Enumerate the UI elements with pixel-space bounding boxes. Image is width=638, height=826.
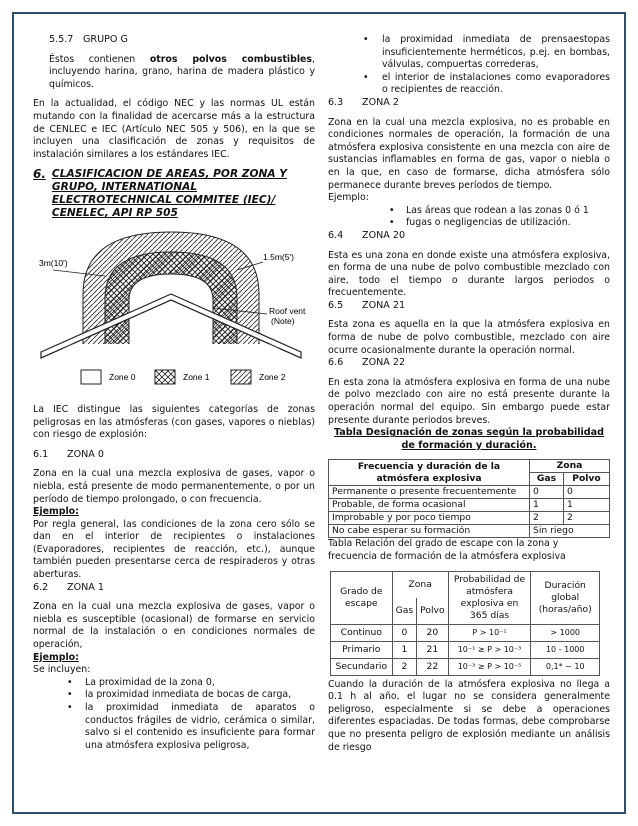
section-number: 6.3: [328, 96, 344, 108]
body-text: , incluyendo harina, grano, harina de madera plástico y químicos.: [49, 53, 315, 90]
cell-sin-riego: Sin riego: [530, 525, 610, 538]
section-title: ZONA 20: [362, 229, 406, 241]
section-63-heading: [328, 97, 610, 110]
cell-polvo: 0: [563, 486, 609, 499]
cell-freq: Probable, de forma ocasional: [329, 499, 530, 512]
cell-gas: 1: [530, 499, 564, 512]
cell-duracion: > 1000: [531, 624, 600, 641]
cell-polvo: 2: [563, 512, 609, 525]
section-title: ZONA 2: [362, 96, 400, 108]
section-65-heading: [328, 300, 610, 313]
section-number: 6.6: [328, 357, 344, 369]
legend-zone2-label: Zone 2: [259, 372, 286, 383]
bold-text: otros polvos combustibles: [149, 53, 312, 65]
legend-zone1-swatch: [155, 370, 175, 384]
list-item: • la proximidad inmediata de aparatos o conductos frágiles de vidrio, cerámica o similar, salvo si el contenido es insuficiente para formar una atmósfera explosiva peligrosa,: [33, 702, 315, 752]
paragraph-final: Cuando la duración de la atmósfera explosiva no llega a 0.1 h al año, el lugar no se considera generalmente peligroso, especialmente si se debe a operaciones diferentes espaciadas. De todas formas, debe comprobarse que no presenta peligro de explosión mediante un análisis de riesgo: [328, 678, 610, 753]
section-6-heading: [33, 168, 315, 220]
legend-zone2-swatch: [231, 370, 251, 384]
header-duracion: Duración global (horas/año): [531, 571, 600, 624]
table-row: [331, 624, 600, 641]
header-grado: Grado de escape: [331, 571, 393, 624]
paragraph-zona2: Zona en la cual una mezcla explosiva, no es probable en condiciones normales de operación, la formación de una atmósfera explosiva consistente en una mezcla con aire de sustancias inflamables en forma de gas, vapor o niebla o en la que, en caso de formarse, dicha atmósfera sólo permanece durante breves períodos de tiempo.: [328, 116, 610, 191]
list-item: • La proximidad de la zona 0,: [33, 677, 315, 690]
paragraph-zona1: Zona en la cual una mezcla explosiva de gases, vapor o niebla es susceptible (ocasional) de formarse en servicio normal de la instalación o en condiciones normales de operación,: [33, 601, 315, 651]
legend-zone1-label: Zone 1: [183, 372, 210, 383]
cell-prob: 10⁻¹ ≥ P > 10⁻³: [448, 641, 531, 658]
table1-caption: Tabla Designación de zonas según la probabilidad de formación y duración.: [333, 427, 605, 451]
cell-duracion: 0,1* − 10: [531, 658, 600, 675]
cell-duracion: 10 - 1000: [531, 641, 600, 658]
header-frecuencia: Frecuencia y duración de la atmósfera explosiva: [329, 460, 530, 486]
right-column: [328, 34, 610, 754]
section-62-heading: [33, 582, 315, 595]
header-polvo: Polvo: [417, 598, 448, 625]
cell-grado: Secundario: [331, 658, 393, 675]
list-item: • fugas o negligencias de utilización.: [328, 217, 610, 230]
header-polvo: Polvo: [563, 473, 609, 486]
section-title: CLASIFICACION DE AREAS, POR ZONA Y GRUPO, INTERNATIONAL ELECTROTECHNICAL COMMITEE (IEC)/ CENELEC, API RP 505: [51, 168, 287, 220]
legend-zone0-label: Zone 0: [109, 372, 136, 383]
cell-gas: 0: [530, 486, 564, 499]
table-row: [329, 512, 610, 525]
table-row: [329, 486, 610, 499]
paragraph-zona22: En esta zona la atmósfera explosiva en forma de una nube de polvo mezclado con aire no está presente durante la operación normal del equipo. Sin embargo puede estar presente durante periodos breves.: [328, 376, 610, 426]
cell-prob: 10⁻³ ≥ P > 10⁻⁵: [448, 658, 531, 675]
cell-gas: 2: [530, 512, 564, 525]
paragraph-ejemplo-zona0: Por regla general, las condiciones de la zona cero sólo se dan en el interior de recipientes o instalaciones (Evaporadores, recipientes de reacción, etc.), aunque también pueden presentarse cerca de respiraderos y otras aberturas.: [33, 518, 315, 581]
cell-freq: Improbable y por poco tiempo: [329, 512, 530, 525]
section-61-heading: [33, 449, 315, 462]
cell-polvo: 1: [563, 499, 609, 512]
ejemplo-label: Ejemplo:: [328, 192, 369, 204]
cell-freq: No cabe esperar su formación: [329, 525, 530, 538]
paragraph-zona20: Esta es una zona en donde existe una atmósfera explosiva, en forma de una nube de polvo combustible mezclado con aire, todo el tiempo o durante largos periodos o frecuentemente.: [328, 249, 610, 299]
table-row: [331, 641, 600, 658]
section-title: GRUPO G: [83, 34, 128, 45]
section-title: ZONA 0: [67, 448, 105, 460]
zone-diagram: [33, 224, 315, 392]
section-64-heading: [328, 230, 610, 243]
list-item: • la proximidad inmediata de bocas de carga,: [33, 689, 315, 702]
section-number: 6.4: [328, 229, 344, 241]
ejemplo-label: Ejemplo:: [33, 651, 79, 663]
zona2-bullet-list: [328, 205, 610, 230]
ejemplo-label: Ejemplo:: [33, 506, 79, 518]
cell-gas: 1: [392, 641, 417, 658]
zona1-bullet-list: [33, 677, 315, 753]
header-probabilidad: Probabilidad de atmósfera explosiva en 365 días: [448, 571, 531, 624]
section-66-heading: [328, 357, 610, 370]
section-557-body: [33, 54, 315, 92]
paragraph-actualidad: En la actualidad, el código NEC y las normas UL están mutando con la finalidad de acercarse más a la estructura de CENLEC e IEC (Artículo NEC 505 y 506), en la que se incluyen una clasificación de zonas y requisitos de instalación similares a los estándares IEC.: [33, 98, 315, 160]
header-zona: Zona: [530, 460, 610, 473]
header-zona: Zona: [392, 571, 448, 598]
header-gas: Gas: [392, 598, 417, 625]
cell-grado: Continuo: [331, 624, 393, 641]
paragraph-zona0: Zona en la cual una mezcla explosiva de gases, vapor o niebla, está presente de modo permanentemente, o por un período de tiempo prolongado, o con frecuencia.: [33, 468, 315, 505]
section-557-heading: [33, 34, 315, 47]
label-note: (Note): [271, 316, 295, 327]
list-item: • la proximidad inmediata de prensaestopas insuficientemente herméticos, p.ej. en bombas, válvulas, compuertas correderas,: [328, 34, 610, 72]
table-row: [329, 525, 610, 538]
table-row: [331, 658, 600, 675]
section-title: ZONA 1: [67, 581, 105, 593]
cell-freq: Permanente o presente frecuentemente: [329, 486, 530, 499]
section-title: ZONA 22: [362, 357, 406, 369]
label-1-5m: 1.5m(5'): [263, 252, 294, 263]
section-number: 5.5.7: [49, 34, 74, 45]
paragraph-zona21: Esta zona es aquella en la que la atmósfera explosiva en forma de nube de polvo combustible, mezclado con aire ocurre ocasionalmente durante la operación normal.: [328, 319, 610, 356]
section-number: 6.: [33, 167, 46, 182]
section-number: 6.1: [33, 448, 49, 460]
table2-caption: Tabla Relación del grado de escape con la zona y frecuencia de formación de la atmósfera explosiva: [328, 538, 566, 562]
body-text: Éstos contienen: [49, 53, 150, 65]
section-title: ZONA 21: [362, 299, 406, 311]
building: [63, 344, 279, 360]
zone-designation-table: [328, 459, 610, 538]
header-gas: Gas: [530, 473, 564, 486]
paragraph-iec: La IEC distingue las siguientes categorías de zonas peligrosas en las atmósferas (con gases, vapores o nieblas) con riesgo de explosión:: [33, 403, 315, 441]
cell-polvo: 21: [417, 641, 448, 658]
cell-gas: 2: [392, 658, 417, 675]
zona1-bullet-list-continued: [328, 34, 610, 97]
cell-gas: 0: [392, 624, 417, 641]
section-number: 6.5: [328, 299, 344, 311]
se-incluyen-label: Se incluyen:: [33, 664, 91, 676]
cell-polvo: 22: [417, 658, 448, 675]
left-column: [33, 34, 315, 752]
section-number: 6.2: [33, 581, 49, 593]
cell-prob: P > 10⁻¹: [448, 624, 531, 641]
legend-zone0-swatch: [81, 370, 101, 384]
list-item: • el interior de instalaciones como evaporadores o recipientes de reacción.: [328, 72, 610, 97]
cell-polvo: 20: [417, 624, 448, 641]
label-3m: 3m(10'): [39, 258, 68, 269]
cell-grado: Primario: [331, 641, 393, 658]
label-roof-vent: Roof vent: [269, 306, 306, 317]
table-row: [329, 499, 610, 512]
list-item: • Las áreas que rodean a las zonas 0 ó 1: [328, 205, 610, 218]
escape-grade-table: [330, 571, 600, 676]
